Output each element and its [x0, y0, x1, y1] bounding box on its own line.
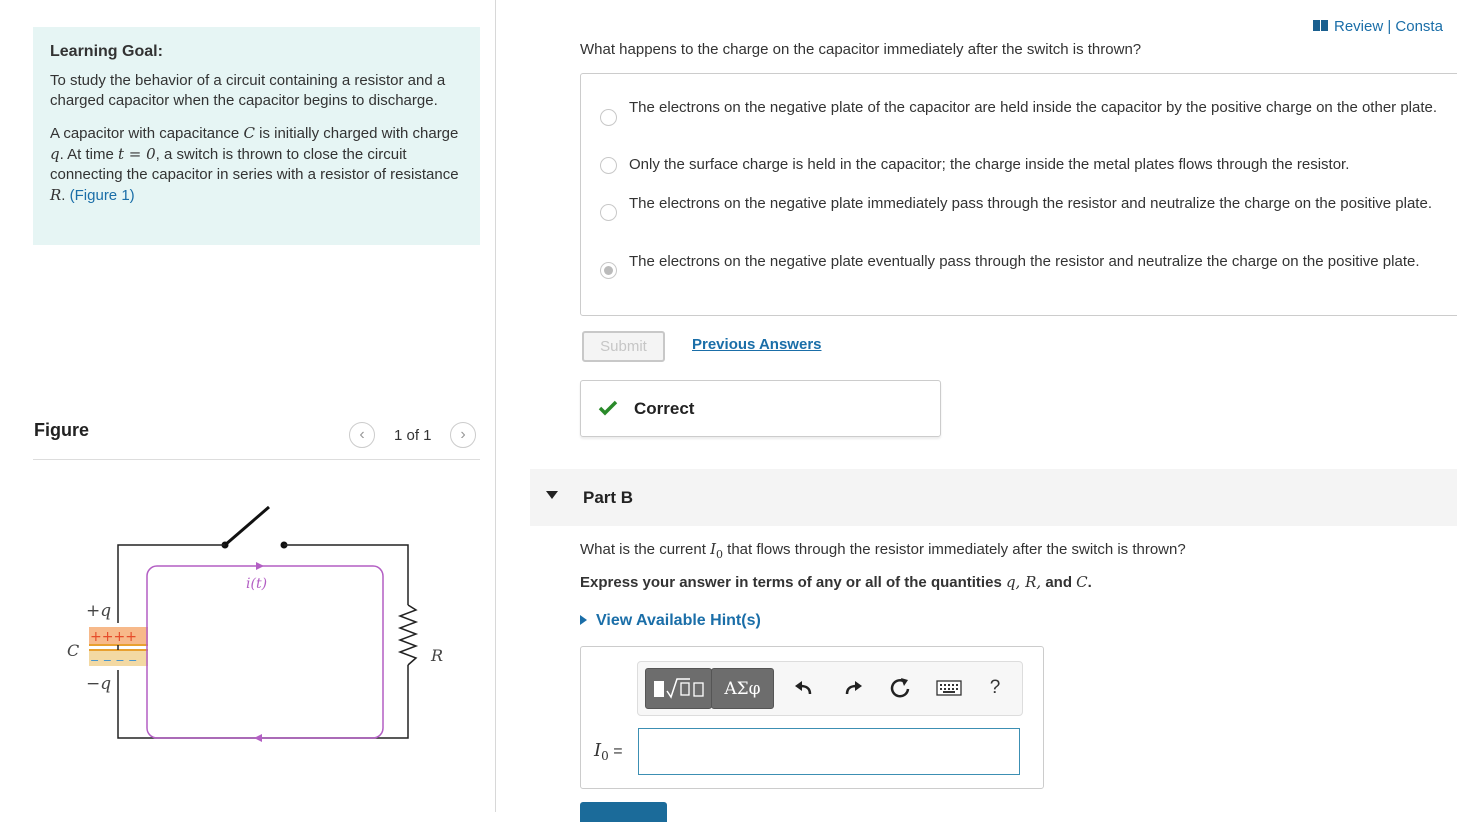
wire-bottom	[118, 665, 408, 738]
prev-figure-button[interactable]	[349, 422, 375, 448]
option-4-radio[interactable]	[600, 262, 617, 279]
view-hints-link[interactable]: View Available Hint(s)	[580, 612, 761, 630]
wire-top-right	[284, 545, 408, 605]
option-3-radio[interactable]	[600, 204, 617, 221]
option-3-text[interactable]: The electrons on the negative plate immediately pass through the resistor and neutralize the charge on the positive plate.	[629, 195, 1432, 212]
keyboard-icon[interactable]	[934, 674, 964, 702]
math-q: q	[50, 145, 60, 163]
chevron-left-icon: ‹	[359, 426, 365, 443]
checkmark-icon	[598, 400, 618, 416]
option-4-text[interactable]: The electrons on the negative plate eventually pass through the resistor and neutralize the charge on the positive plate.	[629, 253, 1420, 270]
previous-answers-link[interactable]: Previous Answers	[692, 336, 822, 353]
current-arrow-bottom	[254, 734, 262, 742]
submit-button[interactable]: Submit	[582, 331, 665, 362]
part-b-title: Part B	[583, 488, 634, 507]
current-label: i(t)	[246, 576, 268, 592]
figure-divider	[33, 459, 480, 460]
submit-button-b[interactable]	[580, 802, 667, 822]
option-2-text[interactable]: Only the surface charge is held in the capacitor; the charge inside the metal plates flows through the resistor.	[629, 156, 1350, 173]
answer-input[interactable]	[638, 728, 1020, 775]
templates-button[interactable]	[645, 668, 712, 709]
part-b-question: What is the current $I_0$ that flows through the resistor immediately after the switch is thrown?	[580, 540, 1186, 561]
current-arrow-top	[256, 562, 264, 570]
reset-icon[interactable]	[886, 674, 914, 702]
review-constants-link[interactable]: Review | Consta	[1313, 18, 1443, 35]
expand-triangle-icon	[580, 615, 587, 625]
plus-q-label: +q	[86, 601, 112, 621]
wire-top-left	[118, 545, 225, 623]
math-R: R	[50, 186, 62, 204]
resistor-symbol	[400, 605, 416, 665]
option-1-text[interactable]: The electrons on the negative plate of the capacitor are held inside the capacitor by the positive charge on the other plate.	[629, 99, 1438, 116]
result-text: Correct	[634, 399, 695, 418]
help-icon[interactable]: ?	[989, 677, 1001, 698]
part-a-question: What happens to the charge on the capacitor immediately after the switch is thrown?	[580, 41, 1142, 58]
figure-title: Figure	[34, 420, 90, 440]
problem-statement: A capacitor with capacitance C is initially charged with charge q. At time t = 0, a switch is thrown to close the circuit connecting the capacitor in series with a resistor of resistance R. (Figure 1)	[50, 124, 459, 204]
figure-count: 1 of 1	[394, 427, 432, 444]
learning-goal-box	[33, 27, 480, 245]
result-box	[580, 380, 941, 437]
learning-goal-title: Learning Goal:	[50, 43, 163, 60]
greek-symbols-button[interactable]: ΑΣφ	[711, 668, 774, 709]
chevron-right-icon: ›	[460, 426, 466, 443]
math-I: I	[710, 540, 716, 558]
math-t0: t = 0	[117, 145, 156, 163]
circuit-diagram	[50, 495, 450, 760]
redo-icon[interactable]	[839, 674, 867, 702]
book-icon	[1313, 18, 1328, 29]
math-toolbar	[637, 661, 1023, 716]
learning-goal-text: To study the behavior of a circuit containing a resistor and a charged capacitor when the capacitor begins to discharge.	[50, 72, 446, 109]
collapse-triangle-icon[interactable]	[546, 491, 558, 500]
plus-signs: ++++	[90, 629, 137, 645]
undo-icon[interactable]	[790, 674, 818, 702]
minus-signs: − − − −	[90, 654, 138, 667]
resistor-label: R	[431, 646, 444, 665]
capacitor-label: C	[67, 641, 80, 660]
templates-icon	[650, 675, 708, 703]
math-C: C	[243, 124, 255, 142]
minus-q-label: −q	[86, 674, 112, 694]
option-1-radio[interactable]	[600, 109, 617, 126]
next-figure-button[interactable]	[450, 422, 476, 448]
option-2-radio[interactable]	[600, 157, 617, 174]
switch-blade	[225, 507, 269, 545]
part-b-header[interactable]	[530, 469, 1457, 526]
answer-options	[580, 73, 1457, 316]
express-instruction: Express your answer in terms of any or all of the quantities q, R, and C.	[580, 573, 1092, 591]
figure-link[interactable]: (Figure 1)	[69, 187, 135, 204]
answer-label: $I_0$ =	[594, 740, 623, 764]
panel-divider	[495, 0, 496, 812]
